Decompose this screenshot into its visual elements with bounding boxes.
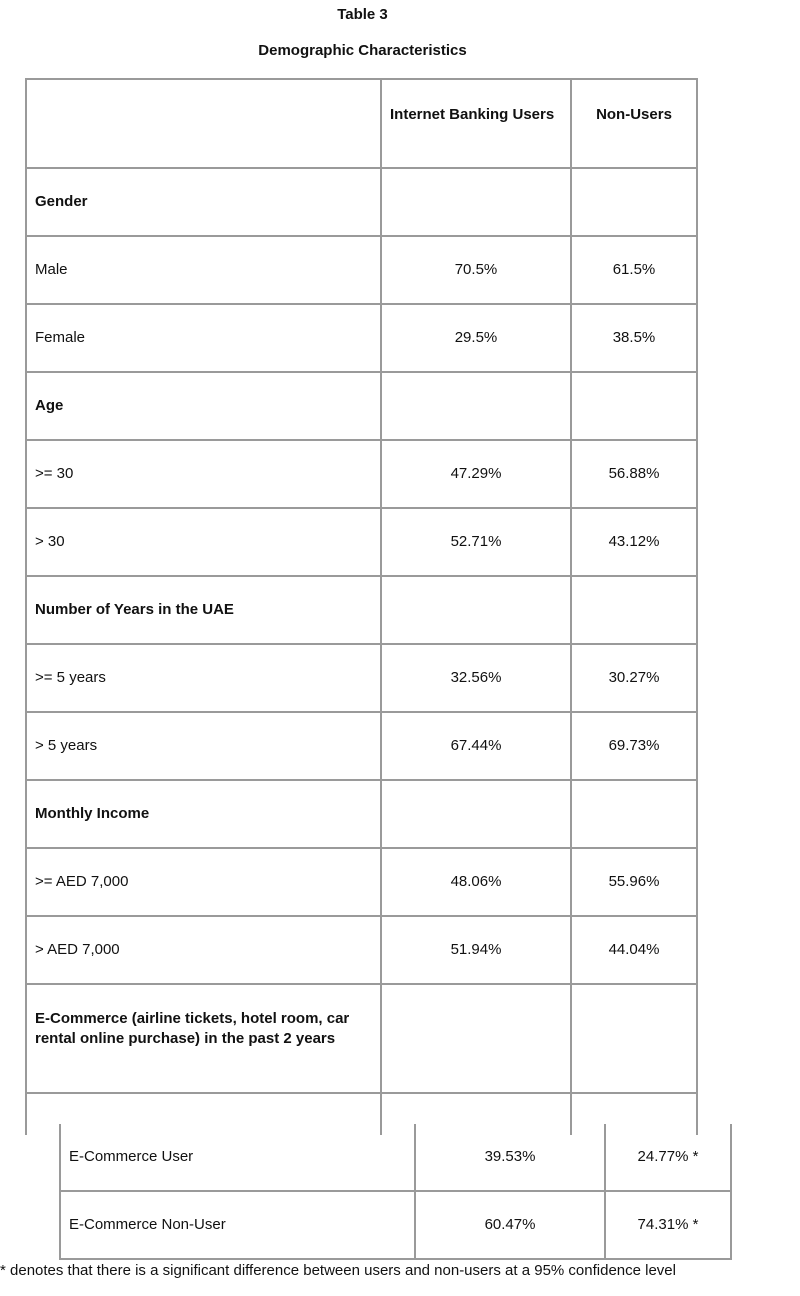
users-value: 29.5%	[382, 305, 572, 373]
users-value: 51.94%	[382, 917, 572, 985]
header-row	[25, 78, 698, 169]
non-users-value	[572, 169, 698, 237]
demographics-table	[25, 78, 698, 1135]
table-title: Demographic Characteristics	[258, 42, 467, 59]
non-users-value	[572, 781, 698, 849]
users-value: 67.44%	[382, 713, 572, 781]
users-value: 48.06%	[382, 849, 572, 917]
non-users-value: 55.96%	[572, 849, 698, 917]
non-users-value	[572, 373, 698, 441]
table-row	[25, 237, 698, 305]
row-label: E-Commerce Non-User	[59, 1192, 416, 1260]
users-value	[382, 577, 572, 645]
non-users-value: 30.27%	[572, 645, 698, 713]
row-label: Gender	[25, 169, 382, 237]
row-label: > 30	[25, 509, 382, 577]
table-row	[25, 509, 698, 577]
header-cell-empty	[25, 78, 382, 169]
row-label: >= 30	[25, 441, 382, 509]
row-label: E-Commerce User	[59, 1124, 416, 1192]
non-users-value: 74.31% *	[606, 1192, 732, 1260]
users-value	[382, 373, 572, 441]
users-value: 47.29%	[382, 441, 572, 509]
table-row	[25, 645, 698, 713]
non-users-value: 44.04%	[572, 917, 698, 985]
users-value: 39.53%	[416, 1124, 606, 1192]
non-users-value: 24.77% *	[606, 1124, 732, 1192]
users-value: 32.56%	[382, 645, 572, 713]
row-label: Female	[25, 305, 382, 373]
table-row	[25, 713, 698, 781]
row-label: >= AED 7,000	[25, 849, 382, 917]
demographics-table-continued	[59, 1124, 732, 1260]
header-cell-users: Internet Banking Users	[382, 78, 572, 169]
table-row	[25, 373, 698, 441]
table-row	[25, 985, 698, 1094]
users-value: 60.47%	[416, 1192, 606, 1260]
users-value	[382, 985, 572, 1094]
table-row	[25, 577, 698, 645]
row-label: Monthly Income	[25, 781, 382, 849]
non-users-value: 61.5%	[572, 237, 698, 305]
non-users-value: 56.88%	[572, 441, 698, 509]
row-label: E-Commerce (airline tickets, hotel room, car rental online purchase) in the past 2 years	[25, 985, 382, 1094]
footnote: * denotes that there is a significant difference between users and non-users at a 95% confidence level	[0, 1262, 676, 1279]
table-row	[25, 781, 698, 849]
users-value	[382, 169, 572, 237]
table-row	[25, 917, 698, 985]
row-label: > AED 7,000	[25, 917, 382, 985]
non-users-value: 43.12%	[572, 509, 698, 577]
table-row	[25, 305, 698, 373]
row-label: > 5 years	[25, 713, 382, 781]
non-users-value	[572, 985, 698, 1094]
row-label: Age	[25, 373, 382, 441]
table-row	[59, 1124, 732, 1192]
row-label: >= 5 years	[25, 645, 382, 713]
table-row	[25, 441, 698, 509]
table-row	[25, 849, 698, 917]
table-row	[25, 169, 698, 237]
non-users-value	[572, 577, 698, 645]
users-value	[382, 781, 572, 849]
row-label: Number of Years in the UAE	[25, 577, 382, 645]
table-number: Table 3	[337, 6, 388, 23]
users-value: 70.5%	[382, 237, 572, 305]
non-users-value: 38.5%	[572, 305, 698, 373]
table-row	[59, 1192, 732, 1260]
users-value: 52.71%	[382, 509, 572, 577]
non-users-value: 69.73%	[572, 713, 698, 781]
header-cell-non-users: Non-Users	[572, 78, 698, 169]
row-label: Male	[25, 237, 382, 305]
